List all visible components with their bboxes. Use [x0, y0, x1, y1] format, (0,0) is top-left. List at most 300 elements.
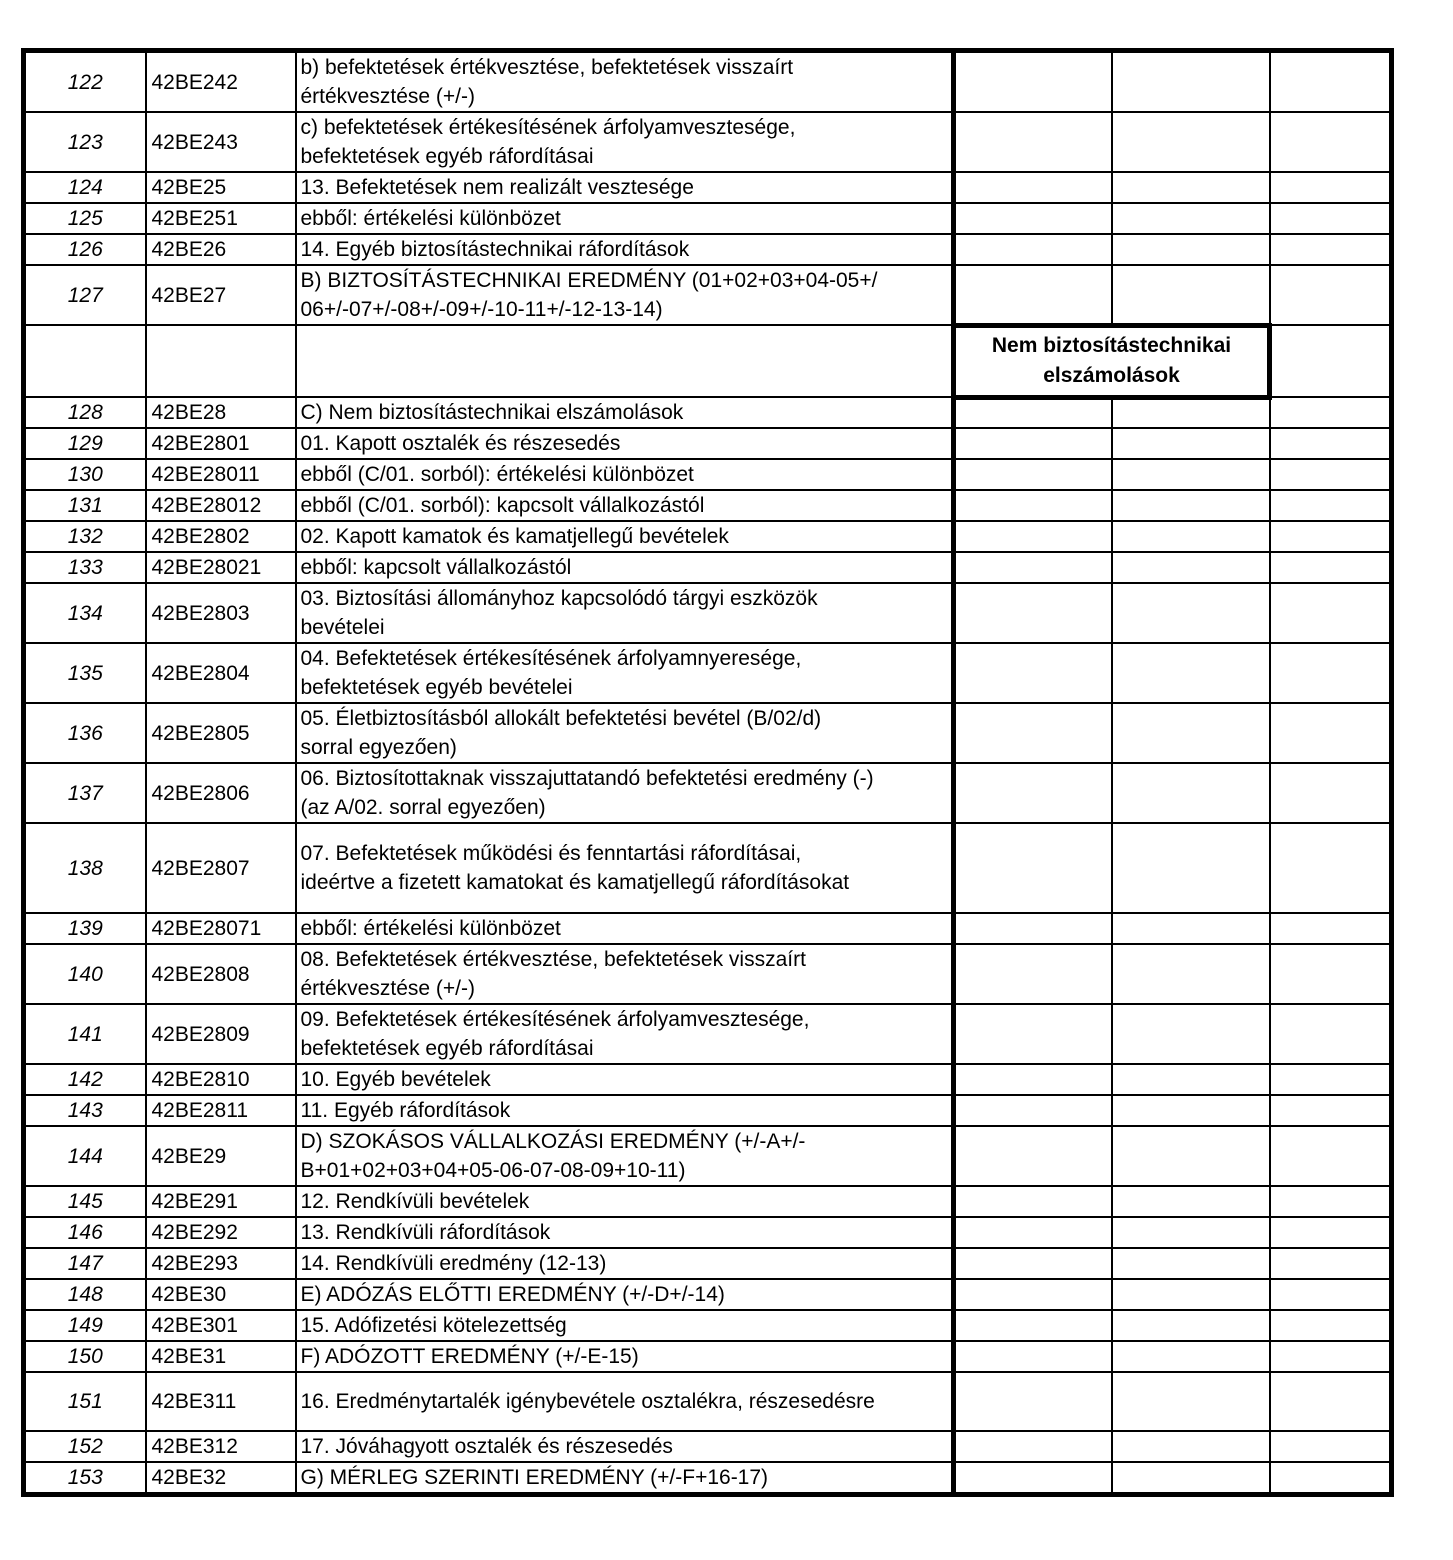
- row-description-cell: [296, 521, 954, 552]
- value-cell: [1112, 490, 1270, 521]
- value-cell: [954, 265, 1112, 325]
- section-header-label: Nem biztosítástechnikai elszámolások: [991, 334, 1232, 387]
- row-description-line: 07. Befektetések működési és fenntartási ráfordításai,: [300, 842, 802, 865]
- table-row: [24, 1248, 1392, 1279]
- row-code-cell: [146, 1341, 296, 1372]
- row-code: 42BE292: [151, 1221, 238, 1244]
- row-description-cell: [296, 643, 954, 703]
- row-description-cell: [296, 1372, 954, 1431]
- row-description-cell: [296, 1004, 954, 1064]
- table-row: [24, 428, 1392, 459]
- table-row: [24, 1462, 1392, 1495]
- value-cell: [1270, 172, 1392, 203]
- row-description-line: 15. Adófizetési kötelezettség: [300, 1314, 567, 1337]
- value-cell: [1112, 265, 1270, 325]
- value-cell: [1112, 1341, 1270, 1372]
- row-code-cell: [146, 325, 296, 397]
- table-row: [24, 1186, 1392, 1217]
- row-code-cell: [146, 763, 296, 823]
- table-body: [24, 51, 1392, 1495]
- value-cell: [1112, 823, 1270, 913]
- row-description-cell: [296, 1064, 954, 1095]
- table-row: [24, 234, 1392, 265]
- table-row: [24, 265, 1392, 325]
- row-code-cell: [146, 521, 296, 552]
- value-cell: [1112, 521, 1270, 552]
- table-row: [24, 1126, 1392, 1186]
- row-code: 42BE2802: [151, 525, 250, 548]
- value-cell: [1270, 234, 1392, 265]
- row-code: 42BE2806: [151, 781, 250, 805]
- value-cell: [954, 552, 1112, 583]
- value-cell: [954, 703, 1112, 763]
- row-description-cell: [296, 913, 954, 944]
- value-cell: [1270, 1279, 1392, 1310]
- row-description-line: befektetések egyéb bevételei: [300, 676, 573, 699]
- row-number: 152: [67, 1435, 103, 1458]
- value-cell: [1112, 112, 1270, 172]
- row-number-cell: [24, 552, 146, 583]
- value-cell: [1112, 583, 1270, 643]
- row-code: 42BE2804: [151, 661, 250, 685]
- value-cell: [954, 1064, 1112, 1095]
- table-row: [24, 1341, 1392, 1372]
- value-cell: [954, 459, 1112, 490]
- row-code: 42BE30: [151, 1283, 227, 1306]
- row-description-cell: [296, 1462, 954, 1495]
- table-row: [24, 1372, 1392, 1431]
- value-cell: [1112, 459, 1270, 490]
- value-cell: [1270, 1372, 1392, 1431]
- row-description-line: értékvesztése (+/-): [300, 977, 475, 1000]
- value-cell: [1112, 51, 1270, 113]
- row-number-cell: [24, 1186, 146, 1217]
- table-row: [24, 583, 1392, 643]
- value-cell: [954, 913, 1112, 944]
- row-code: 42BE28: [151, 401, 227, 424]
- row-code-cell: [146, 428, 296, 459]
- table-row: [24, 490, 1392, 521]
- value-cell: [1270, 583, 1392, 643]
- row-description-cell: [296, 51, 954, 113]
- row-number: 144: [67, 1144, 103, 1168]
- row-description-cell: [296, 203, 954, 234]
- table-row: [24, 1217, 1392, 1248]
- row-description-cell: [296, 1217, 954, 1248]
- value-cell: [1270, 397, 1392, 428]
- table-row: [24, 913, 1392, 944]
- row-number: 123: [67, 130, 103, 154]
- value-cell: [1270, 203, 1392, 234]
- row-description-line: 11. Egyéb ráfordítások: [300, 1099, 511, 1122]
- row-code: 42BE311: [151, 1390, 237, 1413]
- row-number: 138: [67, 856, 103, 880]
- row-description-line: 06+/-07+/-08+/-09+/-10-11+/-12-13-14): [300, 298, 663, 321]
- row-description-line: 13. Rendkívüli ráfordítások: [300, 1221, 551, 1244]
- value-cell: [954, 521, 1112, 552]
- value-cell: [954, 1431, 1112, 1462]
- row-description-cell: [296, 763, 954, 823]
- row-number: 146: [67, 1221, 103, 1244]
- row-description-cell: [296, 1186, 954, 1217]
- row-number: 129: [67, 432, 103, 455]
- row-number-cell: [24, 1248, 146, 1279]
- table-row: [24, 1004, 1392, 1064]
- value-cell: [1112, 1310, 1270, 1341]
- row-code-cell: [146, 552, 296, 583]
- row-description-line: befektetések egyéb ráfordításai: [300, 1037, 594, 1060]
- table-row: [24, 552, 1392, 583]
- value-cell: [954, 1279, 1112, 1310]
- table-row: [24, 944, 1392, 1004]
- row-description-line: 16. Eredménytartalék igénybevétele osztalékra, részesedésre: [300, 1390, 875, 1413]
- value-cell: [1112, 1186, 1270, 1217]
- value-cell: [1270, 51, 1392, 113]
- row-description-cell: [296, 490, 954, 521]
- row-number: 125: [67, 207, 103, 230]
- value-cell: [1270, 1217, 1392, 1248]
- value-cell: [1270, 823, 1392, 913]
- row-description-cell: [296, 703, 954, 763]
- row-code: 42BE28011: [151, 463, 260, 486]
- value-cell: [954, 1095, 1112, 1126]
- row-code: 42BE2811: [151, 1099, 249, 1122]
- row-code-cell: [146, 1310, 296, 1341]
- table-row: [24, 1095, 1392, 1126]
- row-description-line: B+01+02+03+04+05-06-07-08-09+10-11): [300, 1159, 686, 1182]
- row-number: 124: [67, 176, 103, 199]
- row-code: 42BE312: [151, 1435, 238, 1458]
- row-description-line: 04. Befektetések értékesítésének árfolyamnyeresége,: [300, 647, 802, 670]
- row-code-cell: [146, 1248, 296, 1279]
- value-cell: [1270, 1095, 1392, 1126]
- table-row: [24, 459, 1392, 490]
- value-cell: [954, 1126, 1112, 1186]
- row-description-line: b) befektetések értékvesztése, befektetések visszaírt: [300, 56, 794, 79]
- table-row: [24, 1064, 1392, 1095]
- row-description-line: ideértve a fizetett kamatokat és kamatjellegű ráfordításokat: [300, 871, 850, 894]
- value-cell: [1270, 459, 1392, 490]
- row-code: 42BE26: [151, 238, 227, 261]
- row-description-cell: [296, 112, 954, 172]
- row-code-cell: [146, 51, 296, 113]
- row-code-cell: [146, 823, 296, 913]
- row-description-cell: [296, 1248, 954, 1279]
- row-number-cell: [24, 823, 146, 913]
- income-statement-table: [21, 48, 1394, 1497]
- row-code: 42BE25: [151, 176, 227, 199]
- row-code: 42BE2805: [151, 721, 250, 745]
- value-cell: [1270, 1064, 1392, 1095]
- row-code: 42BE2801: [151, 432, 250, 455]
- row-code-cell: [146, 234, 296, 265]
- row-number: 141: [67, 1022, 103, 1046]
- row-code-cell: [146, 1217, 296, 1248]
- row-description-cell: [296, 1279, 954, 1310]
- table-row: [24, 203, 1392, 234]
- row-description-cell: [296, 944, 954, 1004]
- row-code-cell: [146, 583, 296, 643]
- row-description-line: C) Nem biztosítástechnikai elszámolások: [300, 401, 684, 424]
- row-number-cell: [24, 1064, 146, 1095]
- value-cell: [1270, 1431, 1392, 1462]
- row-number: 153: [67, 1466, 103, 1489]
- value-cell: [1112, 428, 1270, 459]
- value-cell: [954, 1004, 1112, 1064]
- row-number: 134: [67, 601, 103, 625]
- value-cell: [1112, 643, 1270, 703]
- table-row: [24, 112, 1392, 172]
- row-code-cell: [146, 172, 296, 203]
- row-number-cell: [24, 397, 146, 428]
- row-number-cell: [24, 703, 146, 763]
- row-description-line: 09. Befektetések értékesítésének árfolyamvesztesége,: [300, 1008, 810, 1031]
- row-description-cell: [296, 325, 954, 397]
- row-description-line: 14. Rendkívüli eredmény (12-13): [300, 1252, 607, 1275]
- value-cell: [954, 1310, 1112, 1341]
- row-code: 42BE243: [151, 130, 238, 154]
- row-description-line: értékvesztése (+/-): [300, 85, 475, 108]
- value-cell: [1270, 1186, 1392, 1217]
- row-number: 137: [67, 781, 103, 805]
- value-cell: [1112, 1279, 1270, 1310]
- row-number-cell: [24, 763, 146, 823]
- row-description-cell: [296, 1310, 954, 1341]
- value-cell: [1270, 703, 1392, 763]
- table-row: [24, 51, 1392, 113]
- value-cell: [1270, 643, 1392, 703]
- row-code: 42BE2810: [151, 1068, 250, 1091]
- row-description-cell: [296, 234, 954, 265]
- value-cell: [1270, 1462, 1392, 1495]
- row-number: 126: [67, 238, 103, 261]
- value-cell: [1270, 265, 1392, 325]
- row-description-cell: [296, 823, 954, 913]
- value-cell: [1112, 203, 1270, 234]
- value-cell: [954, 1248, 1112, 1279]
- row-description-line: ebből (C/01. sorból): értékelési különbözet: [300, 463, 694, 486]
- row-code: 42BE28071: [151, 917, 262, 940]
- value-cell: [1270, 944, 1392, 1004]
- row-code: 42BE29: [151, 1144, 227, 1168]
- row-description-line: F) ADÓZOTT EREDMÉNY (+/-E-15): [300, 1345, 639, 1368]
- row-description-cell: [296, 1431, 954, 1462]
- row-code: 42BE2809: [151, 1022, 250, 1046]
- row-number-cell: [24, 325, 146, 397]
- row-code: 42BE31: [151, 1345, 227, 1368]
- row-description-cell: [296, 583, 954, 643]
- value-cell: [954, 428, 1112, 459]
- value-cell: [1270, 1341, 1392, 1372]
- row-number: 148: [67, 1283, 103, 1306]
- value-cell: [1112, 1126, 1270, 1186]
- row-code: 42BE291: [151, 1190, 238, 1213]
- value-cell: [954, 234, 1112, 265]
- table-row: [24, 1310, 1392, 1341]
- value-cell: [954, 763, 1112, 823]
- row-number: 136: [67, 721, 103, 745]
- row-code: 42BE28021: [151, 556, 262, 579]
- value-cell: [1112, 1431, 1270, 1462]
- row-number-cell: [24, 583, 146, 643]
- table-row: [24, 823, 1392, 913]
- row-description-line: 17. Jóváhagyott osztalék és részesedés: [300, 1435, 673, 1458]
- row-code-cell: [146, 1004, 296, 1064]
- value-cell: [954, 583, 1112, 643]
- row-description-line: B) BIZTOSÍTÁSTECHNIKAI EREDMÉNY (01+02+03+04-05+/: [300, 269, 878, 292]
- row-number-cell: [24, 203, 146, 234]
- value-cell: [954, 172, 1112, 203]
- value-cell: [954, 944, 1112, 1004]
- table-row: [24, 521, 1392, 552]
- row-number: 128: [67, 401, 103, 424]
- value-cell: [1112, 1095, 1270, 1126]
- row-description-line: 13. Befektetések nem realizált vesztesége: [300, 176, 694, 199]
- row-description-line: E) ADÓZÁS ELŐTTI EREDMÉNY (+/-D+/-14): [300, 1283, 725, 1306]
- row-description-cell: [296, 1126, 954, 1186]
- row-number-cell: [24, 1217, 146, 1248]
- row-number: 140: [67, 962, 103, 986]
- row-number: 147: [67, 1252, 103, 1275]
- row-description-cell: [296, 172, 954, 203]
- row-code-cell: [146, 1462, 296, 1495]
- row-description-cell: [296, 1095, 954, 1126]
- table-row: [24, 397, 1392, 428]
- row-description-cell: [296, 459, 954, 490]
- row-description-line: befektetések egyéb ráfordításai: [300, 145, 594, 168]
- value-cell: [1112, 1004, 1270, 1064]
- row-description-cell: [296, 428, 954, 459]
- row-number: 130: [67, 463, 103, 486]
- value-cell: [1112, 1248, 1270, 1279]
- value-cell: [954, 1462, 1112, 1495]
- row-description-line: ebből (C/01. sorból): kapcsolt vállalkozástól: [300, 494, 705, 517]
- value-cell: [1112, 1064, 1270, 1095]
- row-description-line: ebből: értékelési különbözet: [300, 207, 561, 230]
- row-description-line: 14. Egyéb biztosítástechnikai ráfordítások: [300, 238, 690, 261]
- value-cell: [954, 490, 1112, 521]
- row-number-cell: [24, 1126, 146, 1186]
- row-number: 131: [67, 494, 103, 517]
- row-code-cell: [146, 265, 296, 325]
- row-description-line: ebből: értékelési különbözet: [300, 917, 561, 940]
- table-row: [24, 703, 1392, 763]
- row-code: 42BE242: [151, 70, 238, 94]
- row-number: 143: [67, 1099, 103, 1122]
- row-number: 145: [67, 1190, 103, 1213]
- row-code: 42BE27: [151, 283, 227, 307]
- row-code-cell: [146, 1431, 296, 1462]
- row-number-cell: [24, 51, 146, 113]
- row-description-cell: [296, 552, 954, 583]
- row-description-line: (az A/02. sorral egyezően): [300, 796, 546, 819]
- row-code-cell: [146, 112, 296, 172]
- row-code-cell: [146, 1095, 296, 1126]
- row-description-line: 10. Egyéb bevételek: [300, 1068, 491, 1091]
- value-cell: [1112, 703, 1270, 763]
- row-code-cell: [146, 944, 296, 1004]
- row-number-cell: [24, 1372, 146, 1431]
- row-number-cell: [24, 459, 146, 490]
- row-number: 132: [67, 525, 103, 548]
- row-code: 42BE2807: [151, 856, 250, 880]
- value-cell: [954, 1341, 1112, 1372]
- row-number-cell: [24, 1431, 146, 1462]
- row-code: 42BE251: [151, 207, 238, 230]
- row-code-cell: [146, 1186, 296, 1217]
- row-number-cell: [24, 913, 146, 944]
- value-cell: [1270, 428, 1392, 459]
- row-code: 42BE28012: [151, 494, 262, 517]
- value-cell: [1270, 1004, 1392, 1064]
- section-header-cell: [954, 325, 1270, 397]
- row-number-cell: [24, 1462, 146, 1495]
- row-code-cell: [146, 459, 296, 490]
- report-sheet: [21, 48, 1389, 1489]
- table-row: [24, 643, 1392, 703]
- row-number-cell: [24, 1279, 146, 1310]
- value-cell: [954, 112, 1112, 172]
- row-number: 133: [67, 556, 103, 579]
- row-description-cell: [296, 1341, 954, 1372]
- row-number: 135: [67, 661, 103, 685]
- value-cell: [1112, 172, 1270, 203]
- row-code: 42BE2803: [151, 601, 250, 625]
- value-cell: [1112, 1217, 1270, 1248]
- table-row: [24, 1431, 1392, 1462]
- row-number-cell: [24, 112, 146, 172]
- row-description-cell: [296, 397, 954, 428]
- value-cell: [1270, 521, 1392, 552]
- row-code-cell: [146, 643, 296, 703]
- row-number: 127: [67, 283, 103, 307]
- value-cell: [1270, 490, 1392, 521]
- row-code-cell: [146, 1064, 296, 1095]
- row-description-line: bevételei: [300, 616, 385, 639]
- row-description-line: 03. Biztosítási állományhoz kapcsolódó tárgyi eszközök: [300, 587, 818, 610]
- row-description-line: 06. Biztosítottaknak visszajuttatandó befektetési eredmény (-): [300, 767, 874, 790]
- value-cell: [954, 51, 1112, 113]
- value-cell: [1112, 234, 1270, 265]
- row-number: 142: [67, 1068, 103, 1091]
- row-number: 149: [67, 1314, 103, 1337]
- row-description-line: D) SZOKÁSOS VÁLLALKOZÁSI EREDMÉNY (+/-A+/-: [300, 1130, 806, 1153]
- row-number-cell: [24, 1095, 146, 1126]
- value-cell: [1270, 913, 1392, 944]
- row-number-cell: [24, 234, 146, 265]
- row-code: 42BE301: [151, 1314, 238, 1337]
- row-code: 42BE2808: [151, 962, 250, 986]
- row-code-cell: [146, 490, 296, 521]
- row-number-cell: [24, 643, 146, 703]
- row-description-line: 02. Kapott kamatok és kamatjellegű bevételek: [300, 525, 729, 548]
- section-header-row: [24, 325, 1392, 397]
- row-number-cell: [24, 428, 146, 459]
- value-cell: [954, 1186, 1112, 1217]
- value-cell: [1112, 763, 1270, 823]
- row-number-cell: [24, 1310, 146, 1341]
- row-number: 150: [67, 1345, 103, 1368]
- row-number-cell: [24, 490, 146, 521]
- value-cell: [1112, 397, 1270, 428]
- row-code-cell: [146, 913, 296, 944]
- value-cell: [1270, 112, 1392, 172]
- row-description-cell: [296, 265, 954, 325]
- row-number: 139: [67, 917, 103, 940]
- value-cell: [1270, 763, 1392, 823]
- row-code-cell: [146, 703, 296, 763]
- row-description-line: G) MÉRLEG SZERINTI EREDMÉNY (+/-F+16-17): [300, 1466, 769, 1489]
